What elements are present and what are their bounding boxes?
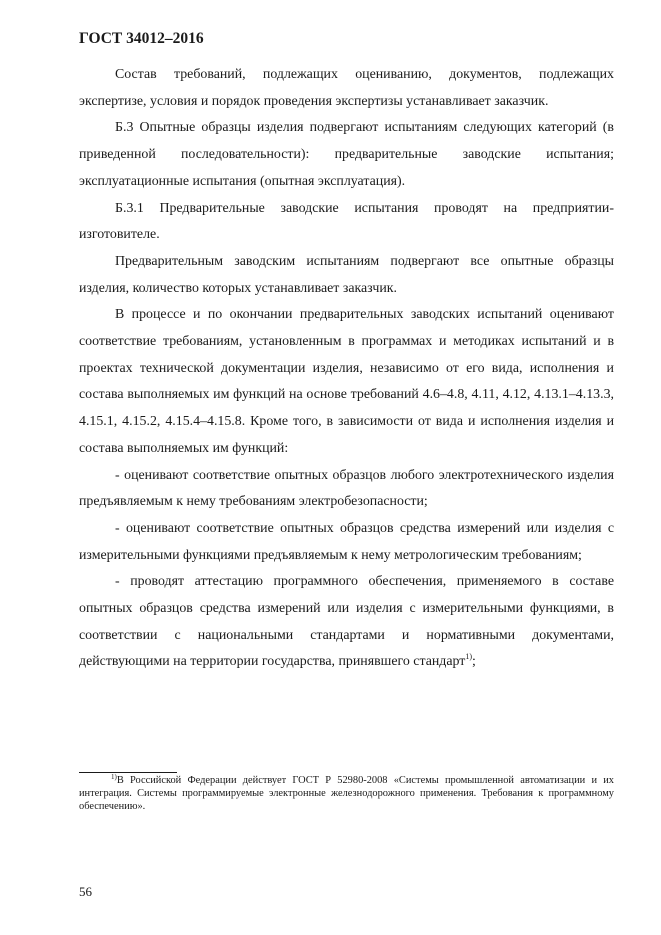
paragraph: Предварительным заводским испытаниям подвергают все опытные образцы изделия, количество которых устанавливает заказчик. bbox=[79, 253, 614, 296]
paragraph: Состав требований, подлежащих оцениванию, документов, подлежащих экспертизе, условия и порядок проведения экспертизы устанавливает заказчик. bbox=[79, 67, 614, 109]
page-number: 56 bbox=[79, 884, 92, 899]
list-item-text: - проводят аттестацию программного обеспечения, применяемого в составе опытных образцов средства измерений или изделия с измерительными функциями, в соответствии с национальными стандартами и нормативными документами, действующими на территории государства, принявшего стандарт bbox=[79, 574, 614, 670]
footnote-marker: 1) bbox=[111, 773, 117, 781]
document-header: ГОСТ 34012–2016 bbox=[79, 30, 204, 47]
list-item-tail: ; bbox=[472, 654, 476, 670]
paragraph: Б.3 Опытные образцы изделия подвергают испытаниям следующих категорий (в приведенной последовательности): предварительные заводские испытания; эксплуатационные испытания (опытная эксплуатация). bbox=[79, 120, 614, 189]
footnote bbox=[79, 774, 614, 814]
list-item: - оценивают соответствие опытных образцов любого электротехнического изделия предъявляемым к нему требованиям электробезопасности; bbox=[79, 467, 614, 510]
list-item bbox=[79, 569, 614, 676]
footnote-reference: 1) bbox=[465, 652, 473, 662]
paragraph: Б.3.1 Предварительные заводские испытания проводят на предприятии-изготовителе. bbox=[79, 200, 614, 243]
list-item: - оценивают соответствие опытных образцов средства измерений или изделия с измерительными функциями предъявляемым к нему метрологическим требованиям; bbox=[79, 520, 614, 563]
body-text bbox=[79, 62, 614, 676]
footnote-separator bbox=[79, 772, 177, 773]
footnote-text: В Российской Федерации действует ГОСТ Р 52980-2008 «Системы промышленной автоматизации и их интеграция. Системы программируемые электронные железнодорожного применения. Требования к программному обеспечению». bbox=[79, 775, 614, 813]
paragraph: В процессе и по окончании предварительных заводских испытаний оценивают соответствие требованиям, установленным в программах и методиках испытаний и в проектах технической документации изделия, независимо от его вида, исполнения и состава выполняемых им функций на основе требований 4.6–4.8, 4.11, 4.12, 4.13.1–4.13.3, 4.15.1, 4.15.2, 4.15.4–4.15.8. Кроме того, в зависимости от вида и исполнения изделия и состава выполняемых им функций: bbox=[79, 307, 614, 456]
